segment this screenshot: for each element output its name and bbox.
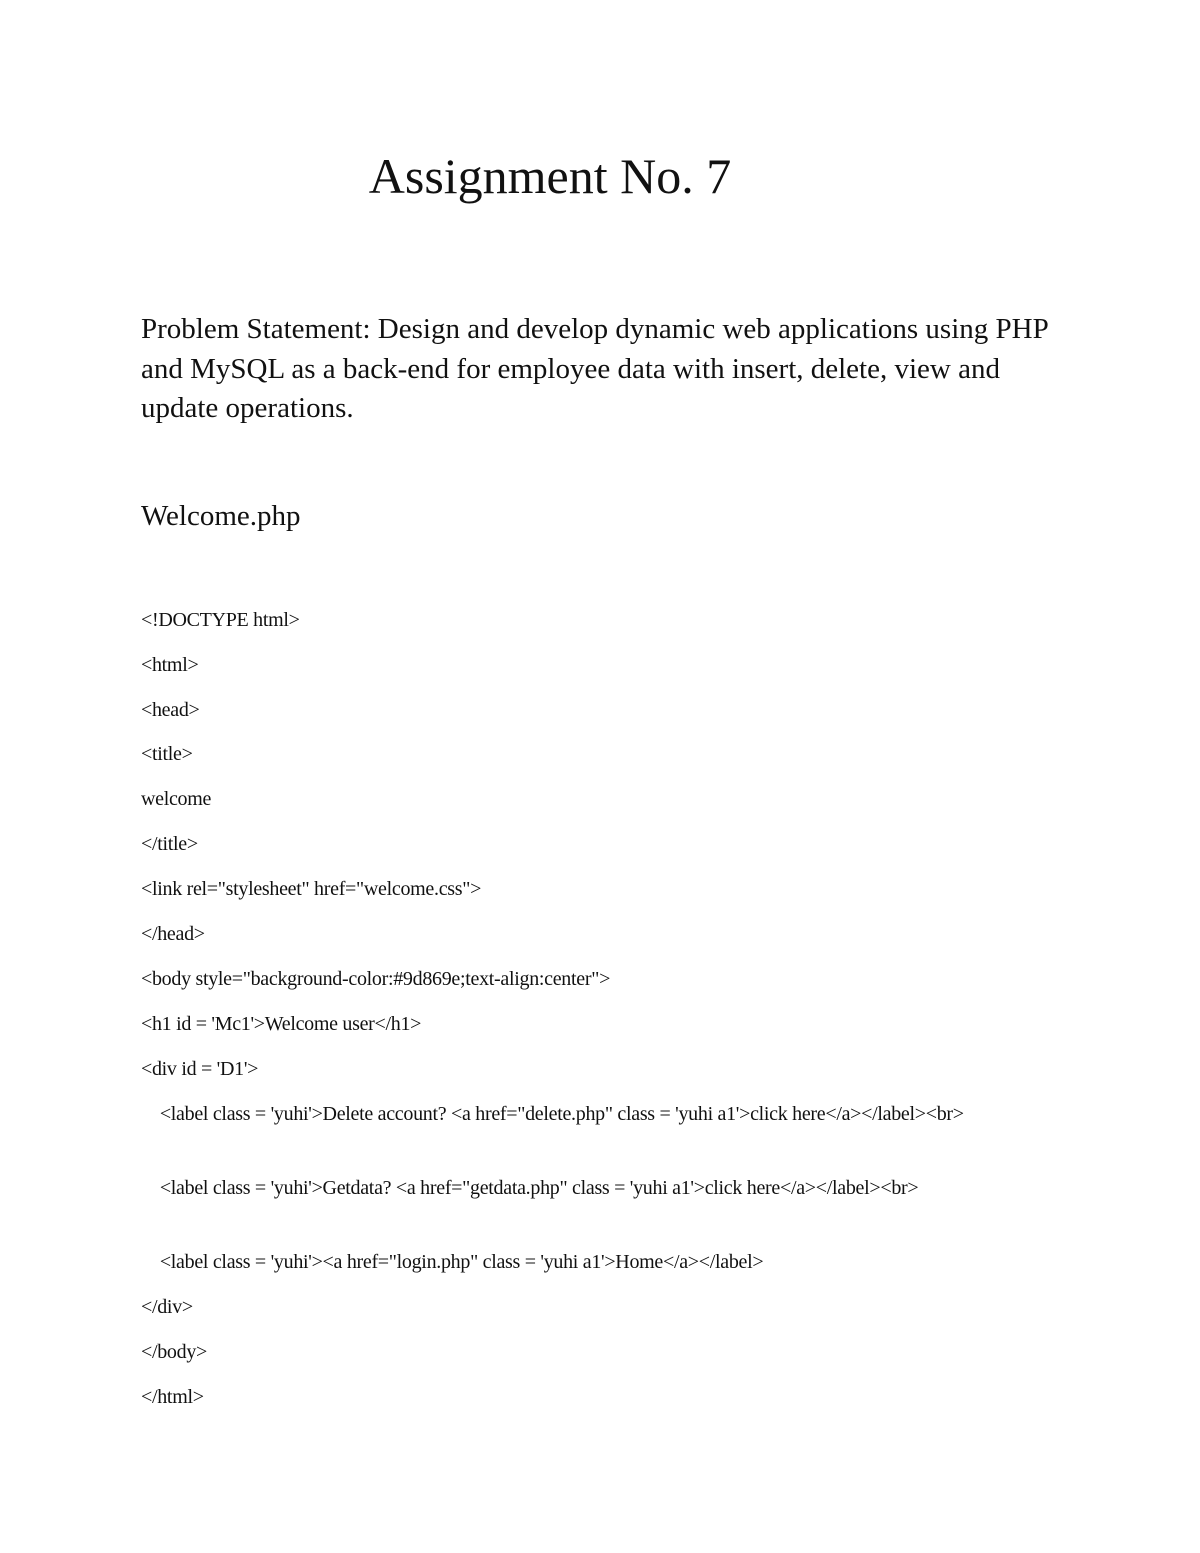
code-line: <link rel="stylesheet" href="welcome.css"> <box>141 878 482 900</box>
code-line: <html> <box>141 654 199 676</box>
code-line: <label class = 'yuhi'>Getdata? <a href="getdata.php" class = 'yuhi a1'>click here</a></label><br> <box>141 1177 919 1199</box>
code-line: <label class = 'yuhi'>Delete account? <a href="delete.php" class = 'yuhi a1'>click here</a></label><br> <box>141 1103 964 1125</box>
code-line: </body> <box>141 1341 208 1363</box>
code-line: <!DOCTYPE html> <box>141 609 300 631</box>
page-title: Assignment No. 7 <box>368 148 732 204</box>
code-line: <div id = 'D1'> <box>141 1058 259 1080</box>
problem-statement: Problem Statement: Design and develop dynamic web applications using PHP and MySQL as a back-end for employee data with insert, delete, view and update operations. <box>141 313 1048 424</box>
code-line: </html> <box>141 1386 204 1408</box>
code-line: </div> <box>141 1296 193 1318</box>
code-line: <title> <box>141 743 193 765</box>
code-line: <head> <box>141 699 200 721</box>
code-line: <body style="background-color:#9d869e;text-align:center"> <box>141 968 611 990</box>
code-line: <label class = 'yuhi'><a href="login.php" class = 'yuhi a1'>Home</a></label> <box>141 1251 764 1273</box>
code-line: </head> <box>141 923 205 945</box>
code-line: </title> <box>141 833 198 855</box>
code-line: <h1 id = 'Mc1'>Welcome user</h1> <box>141 1013 422 1035</box>
code-line: welcome <box>141 788 212 810</box>
file-name-heading: Welcome.php <box>141 500 301 532</box>
